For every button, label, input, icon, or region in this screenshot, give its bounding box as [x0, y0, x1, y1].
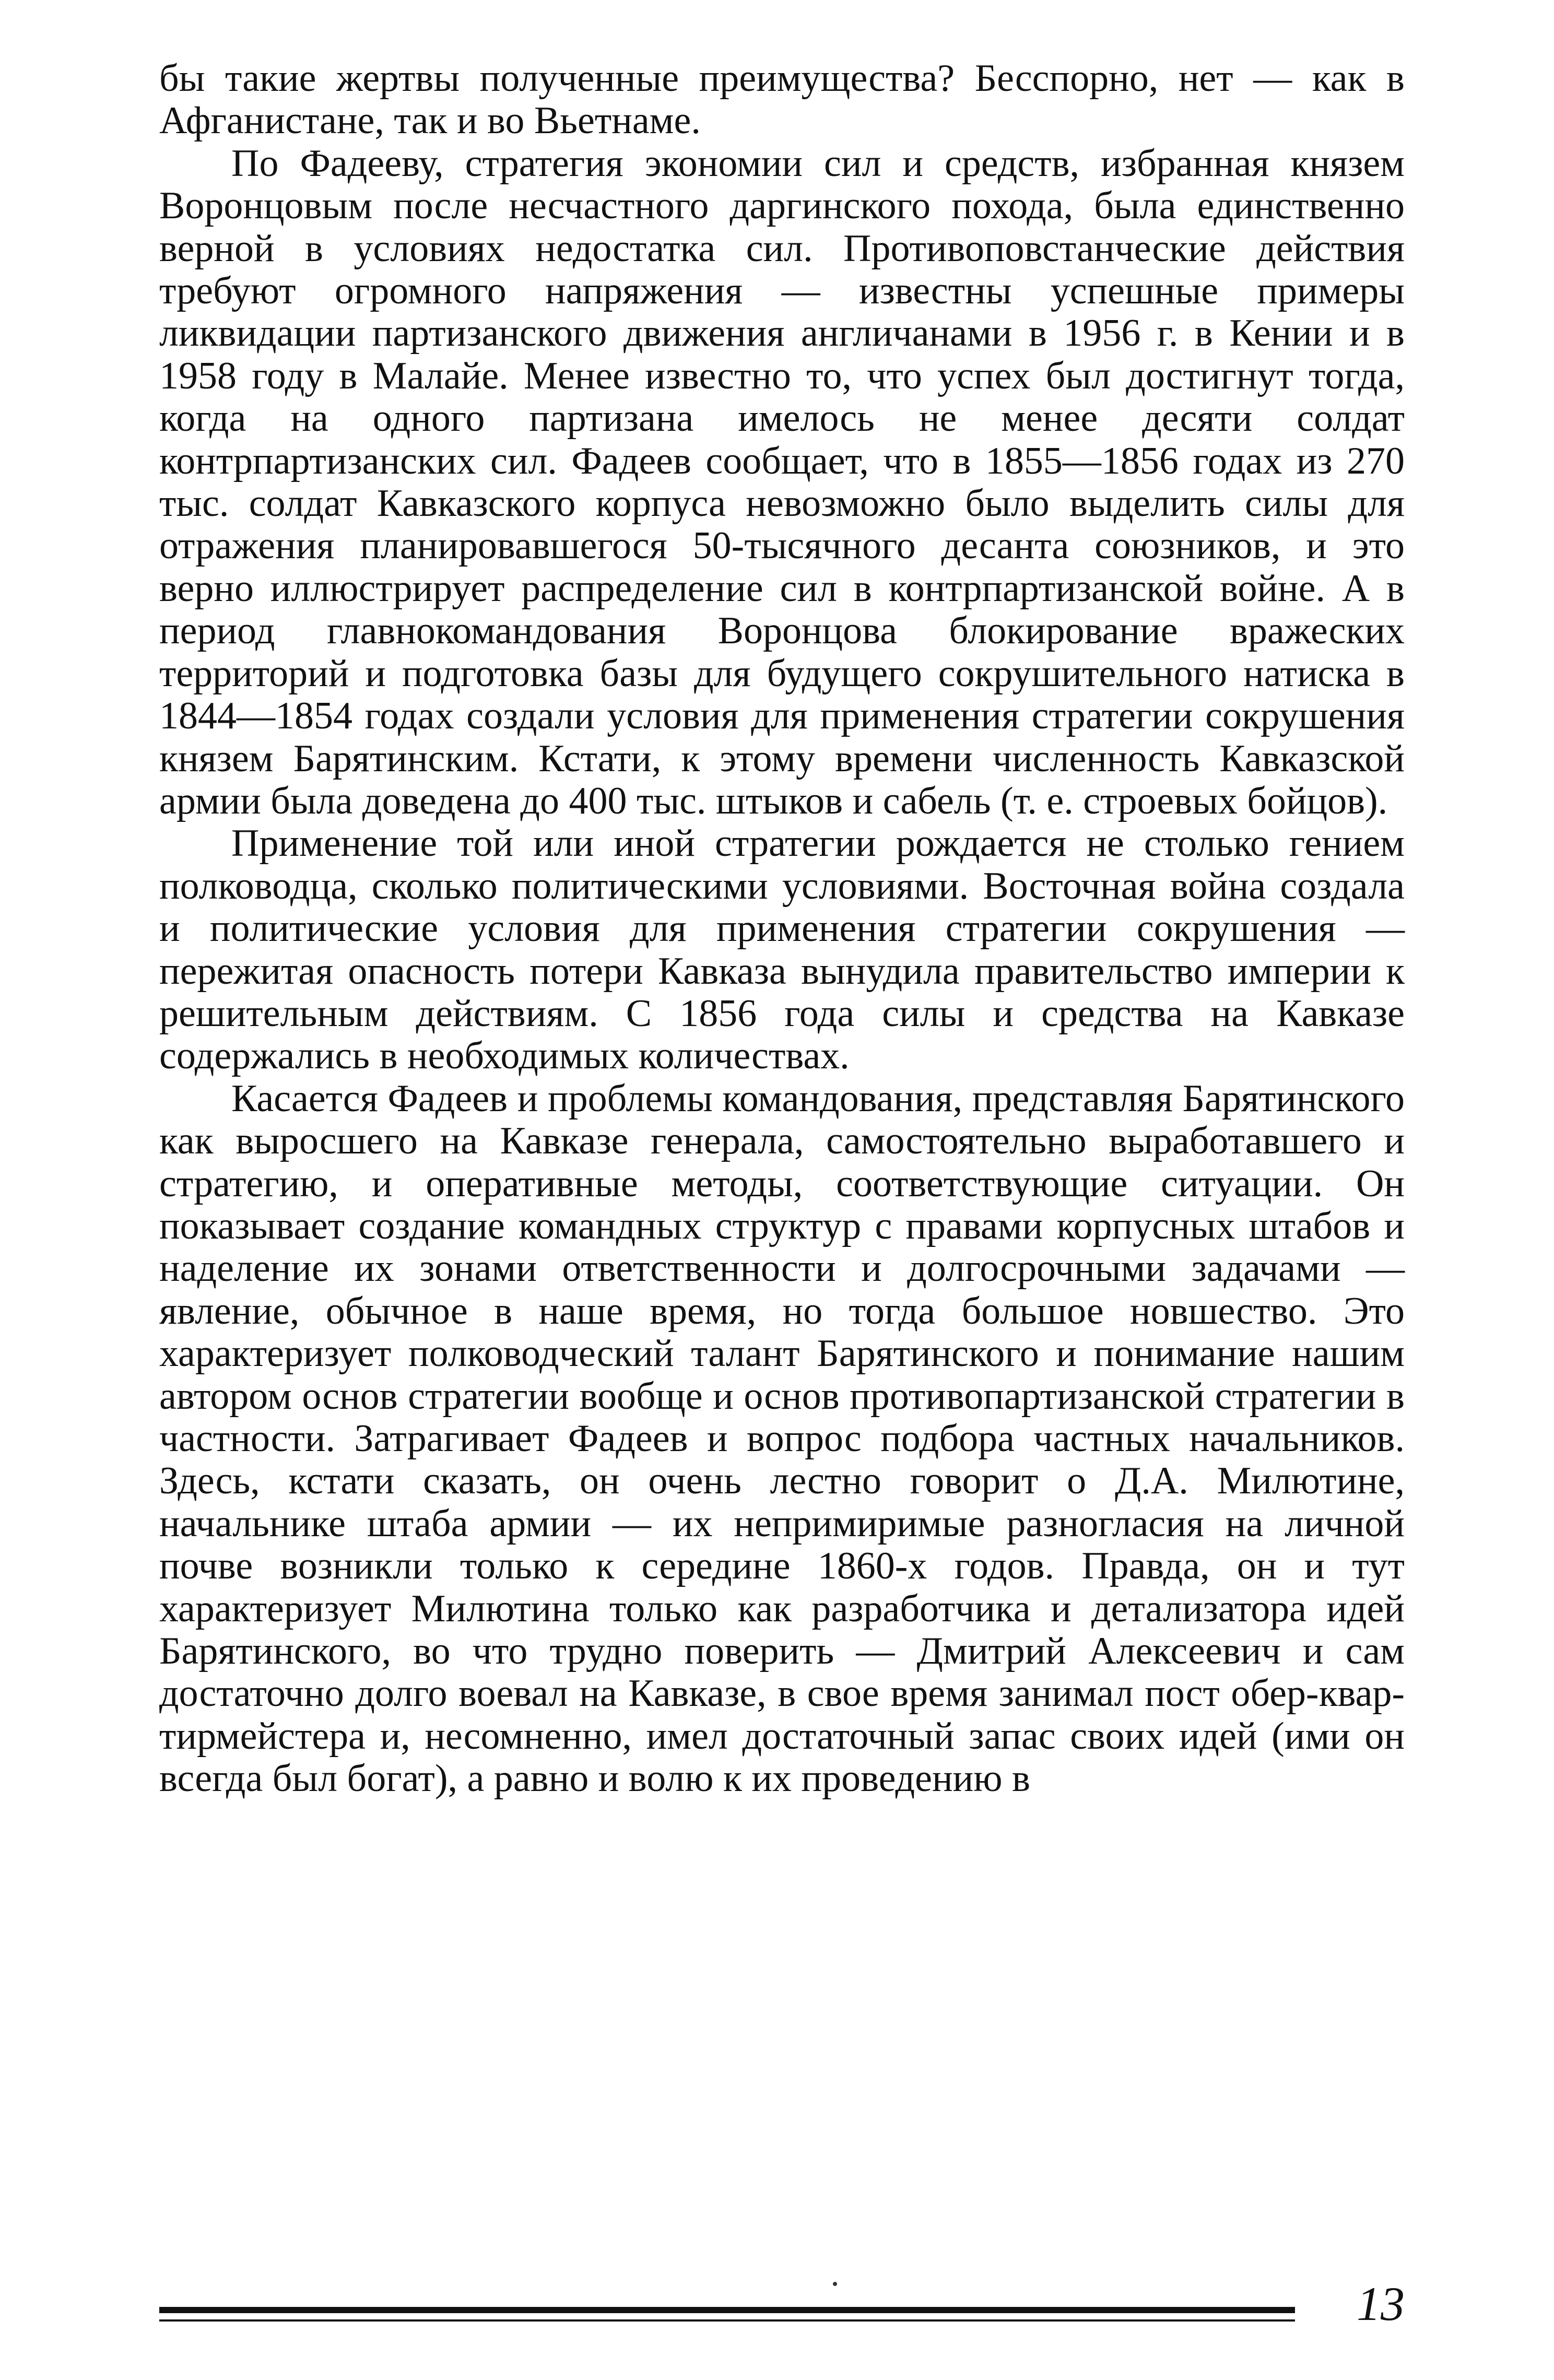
footer-rule-thin	[159, 2319, 1295, 2322]
paragraph: Касается Фадеев и проблемы командования, представляя Барятинского как выросшего на Кавказе генерала, самостоятельно выработавшего и стратегию, и оперативные методы, соответствующие ситуации. Он показывает создание командных структур с правами корпусных штабов и наделение их зонами ответственности и долгосрочными задачами — явление, обычное в наше время, но тогда большое новшество. Это характеризует полководческий талант Барятинского и понимание нашим автором основ стратегии вообще и основ противопартизанской стратегии в частности. Затрагивает Фадеев и вопрос подбора частных начальников. Здесь, кстати сказать, он очень лестно говорит о Д.А. Милютине, начальнике штаба армии — их непримиримые разногласия на личной почве возникли только к середине 1860-х годов. Правда, он и тут характеризует Милютина только как разработчика и детализатора идей Барятинского, во что трудно поверить — Дмитрий Алексеевич и сам достаточно долго воевал на Кавказе, в свое время занимал пост обер-квартирмейстера и, несомненно, имел достаточный запас своих идей (ими он всегда был богат), а равно и волю к их проведению в	[159, 1077, 1405, 1800]
page-footer	[159, 2277, 1405, 2344]
paragraph: По Фадееву, стратегия экономии сил и средств, избранная князем Воронцовым после несчастного даргинского похода, была единственно верной в условиях недостатка сил. Противоповстанческие действия требуют огромного напряжения — известны успешные примеры ликвидации партизанского движения англичанами в 1956 г. в Кении и в 1958 году в Малайе. Менее известно то, что успех был достигнут тогда, когда на одного партизана имелось не менее десяти солдат контрпартизанских сил. Фадеев сообщает, что в 1855—1856 годах из 270 тыс. солдат Кавказского корпуса невозможно было выделить силы для отражения планировавшегося 50-тысячного десанта союзников, и это верно иллюстрирует распределение сил в контрпартизанской войне. А в период главнокомандования Воронцова блокирование вражеских территорий и подготовка базы для будущего сокрушительного натиска в 1844—1854 годах создали условия для применения стратегии сокрушения князем Барятинским. Кстати, к этому времени численность Кавказской армии была доведена до 400 тыс. штыков и сабель (т. е. строевых бойцов).	[159, 142, 1405, 822]
body-text	[159, 57, 1405, 1800]
paragraph: Применение той или иной стратегии рождается не столько гением полководца, сколько политическими условиями. Восточная война создала и политические условия для применения стратегии сокрушения — пережитая опасность потери Кавказа вынудила правительство империи к решительным действиям. С 1856 года силы и средства на Кавказе содержались в необходимых количествах.	[159, 822, 1405, 1078]
paragraph: бы такие жертвы полученные преимущества? Бесспорно, нет — как в Афганистане, так и во Вьетнаме.	[159, 57, 1405, 143]
speck-mark	[833, 2282, 837, 2286]
page-number: 13	[1357, 2277, 1405, 2330]
footer-rule-thick	[159, 2307, 1295, 2313]
